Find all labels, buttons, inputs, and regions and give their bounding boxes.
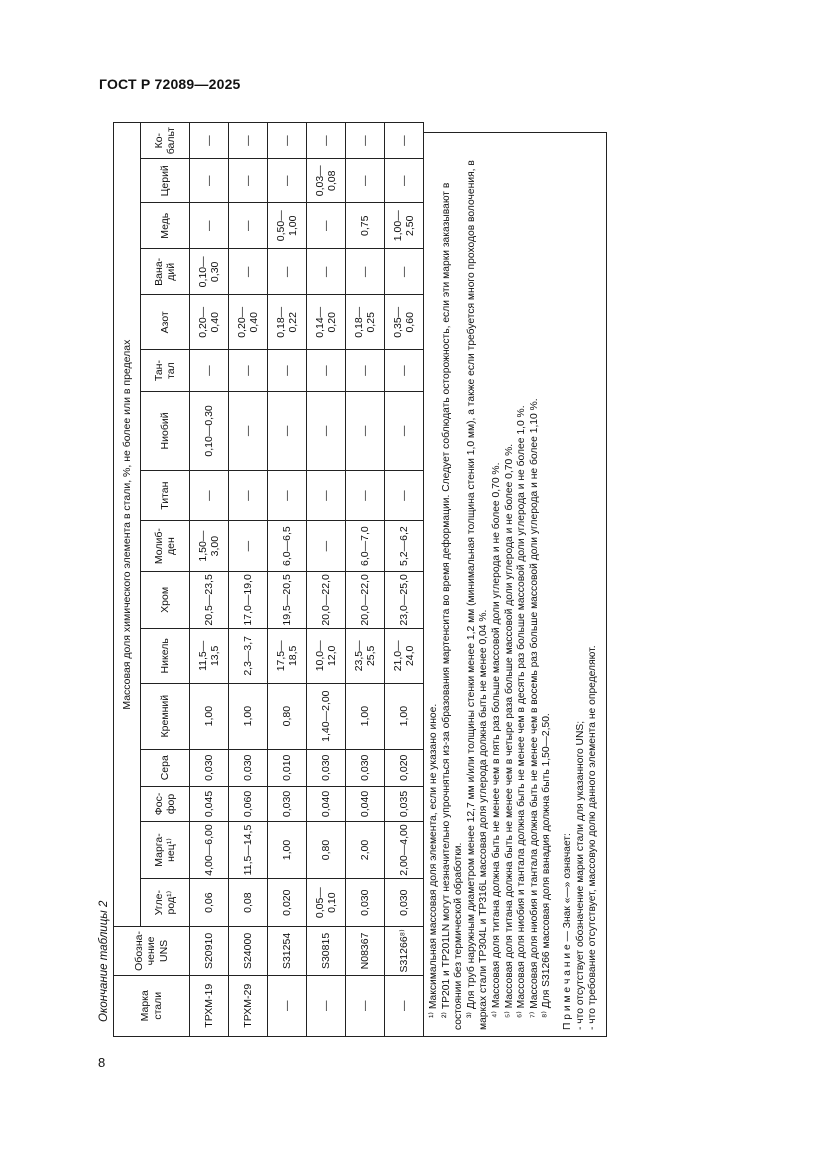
footnote: ⁵⁾ Массовая доля титана должна быть не менее чем в четыре раза больше массовой доли углерода и не более 0,70 %. [503,443,515,1018]
cell-value: 0,35—0,60 [385,295,424,350]
cell-value: 0,030 [229,749,268,786]
cell-value: — [307,123,346,159]
cell-value: 1,00 [385,683,424,749]
header-element: Тан-тал [141,350,190,392]
footnote: ²⁾ ТР201 и ТР201LN могут незначительно упрочняться из-за образования мартенсита во время деформации. Следует соблюдать осторожность, если эти марки заказывают в состоянии без термической обработки. [440,182,465,1030]
header-element: Ниобий [141,391,190,470]
footnote: ⁸⁾ Для S31266 массовая доля ванадия должна быть 1,50—2,50. [541,713,553,1018]
cell-value: 0,80 [307,821,346,878]
header-element: Молиб-ден [141,521,190,571]
cell-value: 1,00—2,50 [385,203,424,249]
cell-value: — [229,391,268,470]
cell-value: 0,030 [385,879,424,927]
cell-steel-grade: — [307,975,346,1036]
cell-value: 21,0—24,0 [385,628,424,683]
cell-value: 20,5—23,5 [190,571,229,628]
cell-value: — [346,249,385,295]
cell-value: 1,00 [346,683,385,749]
cell-steel-grade: — [385,975,424,1036]
page-number: 8 [98,1055,106,1070]
table-row [229,123,268,1037]
table-continuation-label: Окончание таблицы 2 [98,900,110,1022]
cell-value: — [385,470,424,520]
cell-value: 23,0—25,0 [385,571,424,628]
cell-value: 19,5—20,5 [268,571,307,628]
cell-value: 20,0—22,0 [346,571,385,628]
remark-heading [562,139,575,1030]
header-steel-grade: Марка стали [114,975,190,1036]
cell-value: — [268,249,307,295]
cell-value: 11,5—13,5 [190,628,229,683]
cell-value: — [346,159,385,203]
cell-value: 0,040 [346,786,385,821]
cell-value: 6,0—6,5 [268,521,307,571]
document-header: ГОСТ Р 72089—2025 [99,76,241,92]
cell-value: 0,18—0,25 [346,295,385,350]
cell-value: — [190,203,229,249]
cell-value: 0,035 [385,786,424,821]
cell-value: 17,5—18,5 [268,628,307,683]
header-element: Хром [141,571,190,628]
cell-value: 1,00 [229,683,268,749]
cell-value: 6,0—7,0 [346,521,385,571]
header-element: Кремний [141,683,190,749]
cell-value: — [229,249,268,295]
remark-intro: — Знак «—» означает: [561,833,573,945]
cell-value: — [268,470,307,520]
cell-uns: S24000 [229,927,268,975]
cell-value: 0,020 [268,879,307,927]
cell-steel-grade: — [346,975,385,1036]
cell-value: — [268,391,307,470]
header-element: Титан [141,470,190,520]
cell-value: 0,030 [346,879,385,927]
cell-value: — [229,521,268,571]
cell-value: — [307,203,346,249]
cell-value: 0,10—0,30 [190,249,229,295]
footnote: ⁶⁾ Массовая доля ниобия и тантала должна быть не менее чем в десять раз больше массовой доли углерода и не более 1,0 %. [516,405,528,1018]
cell-value: 0,060 [229,786,268,821]
cell-value: 20,0—22,0 [307,571,346,628]
cell-value: — [346,123,385,159]
footnote: ⁷⁾ Массовая доля ниобия и тантала должна быть не менее чем в восемь раз больше массовой доли углерода и не более 1,10 %. [528,398,540,1018]
header-element: Церий [141,159,190,203]
header-element: Фос-фор [141,786,190,821]
cell-value: 0,030 [307,749,346,786]
cell-steel-grade: ТРХМ-19 [190,975,229,1036]
cell-value: — [346,470,385,520]
cell-value: 0,030 [346,749,385,786]
header-element: Сера [141,749,190,786]
cell-value: — [190,350,229,392]
header-element: Вана-дий [141,249,190,295]
cell-value: 0,20—0,40 [229,295,268,350]
cell-value: 0,75 [346,203,385,249]
cell-value: — [385,391,424,470]
cell-value: 0,030 [190,749,229,786]
cell-value: 4,00—6,00 [190,821,229,878]
cell-value: — [307,249,346,295]
cell-value: 0,05—0,10 [307,879,346,927]
remark-item: - что отсутствует обозначение марки стали для указанного UNS; [574,720,586,1030]
cell-value: — [385,123,424,159]
cell-value: — [346,350,385,392]
cell-value: 2,3—3,7 [229,628,268,683]
cell-value: — [307,391,346,470]
header-element: Ко-бальт [141,123,190,159]
cell-value: 1,40—2,00 [307,683,346,749]
table-row [268,123,307,1037]
header-uns: Обозна-чение UNS [114,927,190,975]
cell-value: — [307,521,346,571]
cell-value: — [385,159,424,203]
cell-value: 0,20—0,40 [190,295,229,350]
cell-value: 5,2—6,2 [385,521,424,571]
footnote: ⁴⁾ Массовая доля титана должна быть не менее чем в пять раз больше массовой доли углерода и не более 0,70 %. [490,462,502,1018]
cell-value: 0,80 [268,683,307,749]
cell-value: — [190,123,229,159]
cell-value: 1,00 [190,683,229,749]
cell-value: 0,06 [190,879,229,927]
cell-value: — [229,470,268,520]
header-element: Медь [141,203,190,249]
cell-value: 0,010 [268,749,307,786]
header-element: Марга-нец¹⁾ [141,821,190,878]
cell-value: — [190,470,229,520]
cell-value: 2,00 [346,821,385,878]
cell-value: — [268,159,307,203]
cell-steel-grade: — [268,975,307,1036]
header-element: Угле-род¹⁾ [141,879,190,927]
cell-value: — [385,350,424,392]
cell-value: 0,020 [385,749,424,786]
remark-item: - что требование отсутствует, массовую долю данного элемента не определяют. [587,645,599,1030]
table-row [190,123,229,1037]
cell-value: — [346,391,385,470]
cell-value: — [229,203,268,249]
header-mass-fraction: Массовая доля химического элемента в стали, %, не более или в пределах [114,123,141,927]
chemical-composition-table [113,122,424,1037]
rotated-table-block [113,122,632,1037]
cell-steel-grade: ТРХМ-29 [229,975,268,1036]
cell-value: 0,03—0,08 [307,159,346,203]
cell-value: 0,08 [229,879,268,927]
cell-value: 10,0—12,0 [307,628,346,683]
cell-value: 23,5—25,5 [346,628,385,683]
cell-value: 0,040 [307,786,346,821]
cell-uns: S20910 [190,927,229,975]
cell-value: 0,14—0,20 [307,295,346,350]
cell-value: 1,50—3,00 [190,521,229,571]
cell-value: 0,045 [190,786,229,821]
remark-title: П р и м е ч а н и е [561,944,573,1030]
cell-uns: S31254 [268,927,307,975]
cell-uns: S31266⁸⁾ [385,927,424,975]
cell-value: — [229,159,268,203]
table-row [385,123,424,1037]
cell-uns: N08367 [346,927,385,975]
cell-value: — [229,123,268,159]
table-footnotes [424,132,607,1037]
cell-value: 11,5—14,5 [229,821,268,878]
cell-value: — [385,249,424,295]
cell-value: — [229,350,268,392]
cell-value: 1,00 [268,821,307,878]
header-element: Никель [141,628,190,683]
cell-value: 17,0—19,0 [229,571,268,628]
cell-value: — [307,470,346,520]
cell-value: — [307,350,346,392]
cell-value: 0,030 [268,786,307,821]
cell-value: 2,00—4,00 [385,821,424,878]
cell-value: — [268,350,307,392]
cell-value: 0,18—0,22 [268,295,307,350]
cell-value: 0,50—1,00 [268,203,307,249]
footnote: ³⁾ Для труб наружным диаметром менее 12,7 мм и/или толщины стенки менее 1,2 мм (минимальная толщина стенки 1,0 мм), а также если требуется много проходов волочения, в марках стали ТР304L и ТР316L массовая доля углерода должна быть не менее 0,04 %. [465,160,490,1030]
cell-value: 0,10—0,30 [190,391,229,470]
cell-value: — [190,159,229,203]
cell-value: — [268,123,307,159]
cell-uns: S30815 [307,927,346,975]
table-row [346,123,385,1037]
header-element: Азот [141,295,190,350]
footnote: ¹⁾ Максимальная массовая доля элемента, если не указано иное. [428,703,439,1018]
table-row [307,123,346,1037]
